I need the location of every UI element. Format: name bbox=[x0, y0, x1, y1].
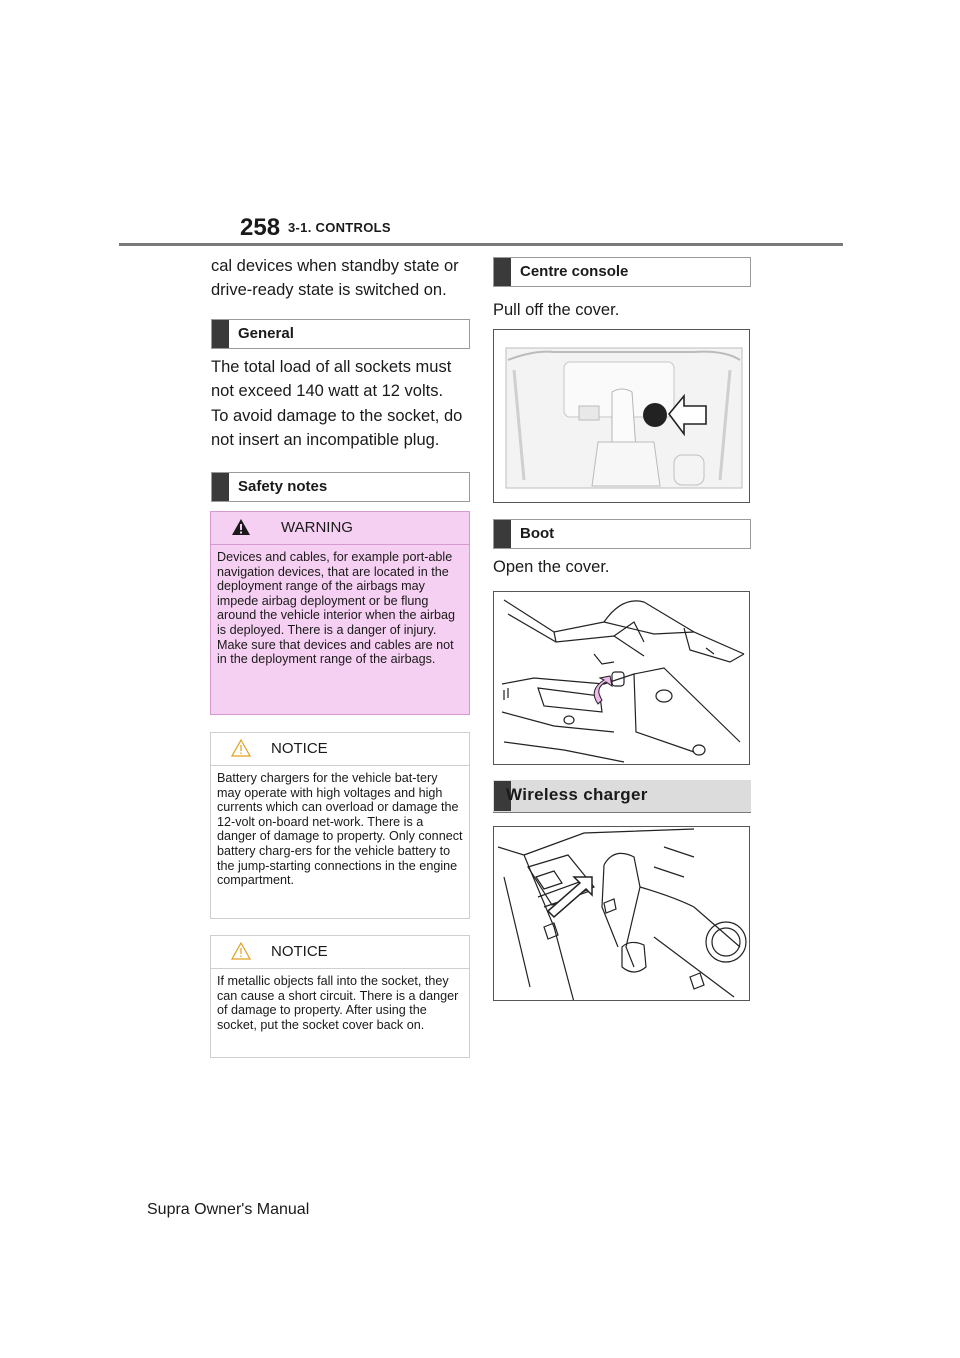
centre-console-instruction: Pull off the cover. bbox=[493, 301, 620, 319]
page-number: 258 bbox=[240, 214, 281, 241]
heading-bar bbox=[494, 520, 511, 548]
boot-heading-label: Boot bbox=[520, 525, 555, 542]
heading-bar bbox=[212, 320, 229, 348]
wireless-charger-illustration bbox=[493, 826, 750, 1001]
general-heading-label: General bbox=[238, 325, 294, 342]
safety-heading bbox=[211, 472, 470, 502]
centre-console-drawing bbox=[494, 330, 750, 503]
notice-box-1 bbox=[210, 732, 470, 919]
notice-body: Battery chargers for the vehicle bat-tery may operate with high voltages and high currents which can overload or damage the 12-volt on-board net-work. There is a danger of damage to property. Only connect battery charg-ers for the vehicle battery to the jump-starting connections in the engine compartment. bbox=[217, 771, 463, 888]
boot-heading bbox=[493, 519, 751, 549]
notice-title: NOTICE bbox=[271, 943, 328, 960]
wireless-heading-underline bbox=[493, 812, 751, 813]
boot-drawing bbox=[494, 592, 750, 765]
notice-body: If metallic objects fall into the socket, they can cause a short circuit. There is a danger of damage to property. After using the socket, put the socket cover back on. bbox=[217, 974, 459, 1032]
wireless-charger-heading-label: Wireless charger bbox=[506, 785, 648, 804]
centre-console-heading-label: Centre console bbox=[520, 263, 629, 280]
notice-title: NOTICE bbox=[271, 740, 328, 757]
intro-paragraph: cal devices when standby state or drive-ready state is switched on. bbox=[211, 257, 459, 299]
header-divider bbox=[119, 243, 843, 246]
heading-bar bbox=[494, 258, 511, 286]
warning-body: Devices and cables, for example port-able navigation devices, that are located in the deployment range of the airbags may impede airbag deployment or be flung around the vehicle interior when the airbag is deployed. There is a danger of injury. Make sure that devices and cables are not in the deployment range of the airbags. bbox=[217, 550, 456, 667]
footer-manual-title: Supra Owner's Manual bbox=[147, 1201, 310, 1218]
centre-console-heading bbox=[493, 257, 751, 287]
notice-box-2 bbox=[210, 935, 470, 1058]
caution-triangle-icon bbox=[231, 739, 251, 757]
general-paragraph-2: To avoid damage to the socket, do not insert an incompatible plug. bbox=[211, 407, 463, 449]
centre-console-illustration bbox=[493, 329, 750, 503]
notice-title-bar bbox=[211, 733, 469, 766]
boot-illustration bbox=[493, 591, 750, 765]
section-title: 3-1. CONTROLS bbox=[288, 220, 391, 235]
general-heading bbox=[211, 319, 470, 349]
safety-heading-label: Safety notes bbox=[238, 478, 328, 495]
general-paragraph-1: The total load of all sockets must not exceed 140 watt at 12 volts. bbox=[211, 358, 452, 400]
caution-triangle-icon bbox=[231, 942, 251, 960]
wireless-charger-drawing bbox=[494, 827, 750, 1001]
warning-box bbox=[210, 511, 470, 715]
warning-triangle-icon bbox=[231, 518, 251, 536]
warning-title: WARNING bbox=[281, 519, 353, 536]
wireless-charger-heading bbox=[493, 780, 751, 812]
heading-bar bbox=[212, 473, 229, 501]
boot-instruction: Open the cover. bbox=[493, 558, 610, 576]
warning-title-bar bbox=[211, 512, 469, 545]
notice-title-bar bbox=[211, 936, 469, 969]
